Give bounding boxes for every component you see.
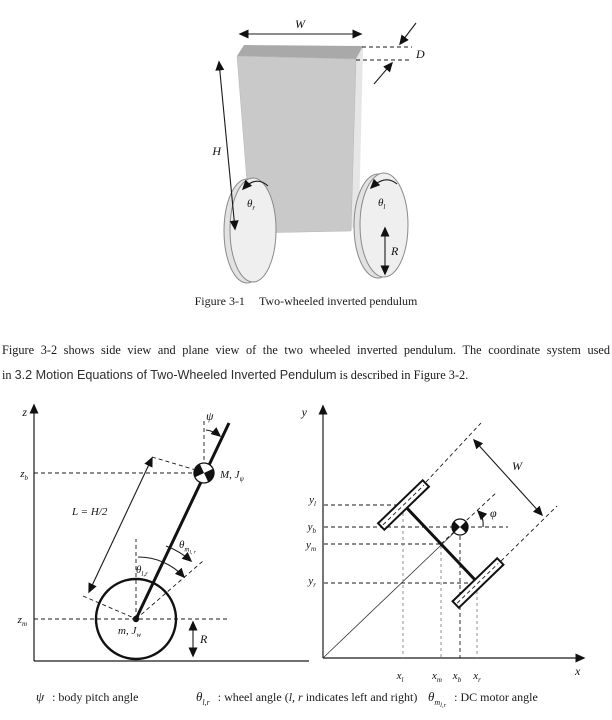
paragraph-line-2: in 3.2 Motion Equations of Two-Wheeled Inverted Pendulum is described in Figure 3-2.: [2, 368, 469, 382]
L-top-connector: [152, 457, 196, 470]
yl-label: $y_l$: [309, 494, 316, 508]
xb-label: $x_b$: [452, 670, 462, 684]
depth-label: D: [416, 47, 425, 61]
theta-r-label: $\theta_r$: [247, 198, 256, 212]
xm-label: $x_m$: [432, 670, 442, 684]
left-wheel-extension: [426, 423, 481, 482]
xl-label: $x_l$: [396, 670, 404, 684]
legend-item-theta-lr: $\theta_{l,r}$ : wheel angle (l, r indicates left and right): [196, 689, 418, 707]
origin-line: [323, 527, 460, 658]
radius-label: R: [391, 244, 399, 258]
rod-length-label: L = H/2: [72, 506, 108, 518]
x-axis-label: x: [575, 664, 581, 678]
phi-arrow: [478, 511, 483, 527]
zb-label: $z_b$: [20, 468, 28, 482]
theta-l-label: $\theta_l$: [378, 197, 386, 211]
paragraph-line-1: Figure 3-2 shows side view and plane view of the two wheeled inverted pendulum. The coordinate system used: [2, 343, 610, 357]
wheel-mass-label: m, $J_w$: [118, 625, 141, 639]
figure-3-1-caption: [0, 294, 612, 309]
heading-guide: [441, 492, 497, 544]
section-reference: 3.2 Motion Equations of Two-Wheeled Inverted Pendulum: [14, 368, 337, 382]
xr-label: $x_r$: [473, 670, 481, 684]
center-of-mass-symbol: [191, 460, 218, 487]
psi-arrow: [206, 430, 220, 436]
y-axis-label: y: [301, 405, 307, 419]
track-width-label: W: [512, 459, 522, 473]
width-label: W: [295, 17, 305, 31]
wheel-radius-label: R: [200, 632, 208, 646]
theta-m-label: $\theta_ml$, r: [179, 539, 196, 556]
symbol-legend: [0, 689, 612, 713]
figure-3-2-plane-view: [301, 405, 584, 684]
depth-dimension: [356, 23, 425, 84]
right-wheel-extension: [501, 506, 557, 561]
ym-label: $y_m$: [306, 539, 316, 553]
pendulum-rod: [136, 423, 229, 619]
legend-item-theta-m: $\theta_{ml,r}$: DC motor angle: [428, 689, 538, 709]
caption-text: Two-wheeled inverted pendulum: [258, 294, 418, 308]
right-wheel: [354, 173, 408, 278]
figure-3-2-side-view: [17, 405, 309, 661]
height-label: H: [212, 144, 221, 158]
body-paragraph: [2, 338, 610, 388]
legend-item-psi: ψ : body pitch angle: [36, 689, 139, 704]
caption-label: Figure 3-1: [194, 294, 245, 308]
figure-3-1: [211, 17, 425, 283]
yb-label: $y_b$: [307, 521, 316, 535]
phi-label: φ: [490, 506, 497, 520]
zm-label: $z_m$: [17, 614, 27, 628]
yr-label: $y_r$: [308, 575, 316, 589]
psi-label: ψ: [206, 409, 214, 423]
z-axis-label: z: [22, 405, 27, 419]
theta-lr-label: $\theta_{l,r}$: [136, 564, 148, 578]
body-mass-label: M, $J_\psi$: [220, 469, 244, 483]
